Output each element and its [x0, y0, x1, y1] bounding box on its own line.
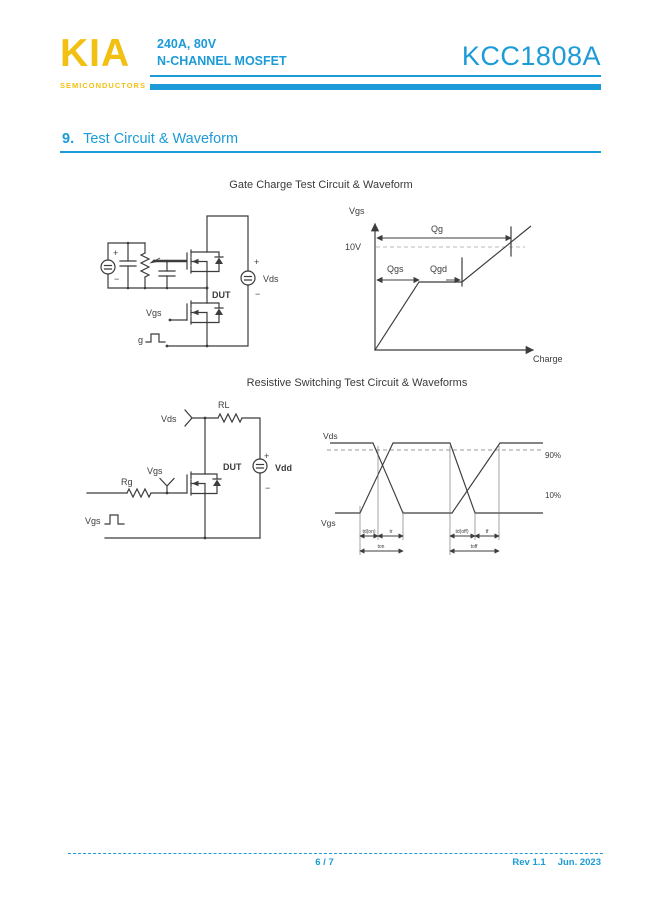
footer-dashed-line — [68, 853, 603, 854]
rl-label: RL — [218, 400, 230, 410]
bias-network — [108, 243, 207, 288]
gate-terminal-label: g — [138, 335, 144, 345]
vdd-label: Vdd — [275, 463, 292, 473]
header-rule-thick — [150, 84, 601, 90]
vds-label: Vds — [263, 274, 279, 284]
vds-minus-label: − — [255, 289, 261, 299]
timing-annotations — [360, 529, 499, 551]
y-axis-label: Vgs — [349, 206, 365, 216]
td-on-label: td(on) — [362, 529, 376, 535]
mosfet-arrow — [192, 481, 199, 487]
drain-branch — [161, 400, 260, 459]
junction-dots — [127, 242, 209, 348]
vds-probe-label: Vds — [161, 414, 177, 424]
vgs-probe-icon — [160, 479, 174, 494]
ten-percent-label: 10% — [545, 491, 562, 500]
dut-label: DUT — [223, 462, 242, 472]
toff-label: toff — [470, 544, 478, 550]
tr-label: tr — [389, 529, 393, 535]
rl-resistor — [218, 414, 242, 422]
source-plus-label: + — [113, 248, 119, 258]
dc-bias-source — [101, 248, 119, 284]
dut-label: DUT — [212, 290, 231, 300]
pulse-icon — [146, 334, 165, 342]
qgd-label: Qgd — [430, 264, 448, 274]
vgs-label: Vgs — [146, 308, 162, 318]
kia-logo-subtext: SEMICONDUCTORS — [60, 81, 146, 90]
vgs-trace-label: Vgs — [321, 518, 336, 528]
rg-label: Rg — [121, 477, 133, 487]
vds-supply — [167, 257, 279, 346]
ton-label: ton — [377, 544, 385, 550]
gate-branch — [87, 466, 187, 497]
footer-revision — [400, 857, 601, 868]
vds-trace — [330, 443, 543, 513]
vgs-charge-curve — [375, 226, 531, 350]
vgs-input-label: Vgs — [85, 516, 101, 526]
vgs-probe-label: Vgs — [147, 466, 163, 476]
junction-dots — [166, 417, 207, 540]
pulse-icon — [105, 515, 124, 524]
vgs-pulse-input — [85, 515, 124, 526]
kia-logo: KIA — [60, 32, 131, 75]
footer-page-number: 6 / 7 — [315, 857, 334, 868]
rg-resistor — [127, 489, 151, 497]
section-heading — [62, 131, 238, 147]
vdd-plus-label: + — [264, 451, 270, 461]
threshold-10v-label: 10V — [345, 242, 362, 252]
gate-charge-circuit-diagram — [88, 203, 318, 365]
vds-plus-label: + — [254, 257, 260, 267]
part-number: KCC1808A — [461, 41, 601, 71]
qg-label: Qg — [431, 224, 444, 234]
vdd-supply — [253, 451, 292, 538]
footer-rev-label: Rev 1.1 — [512, 857, 546, 868]
dut-mosfet-symbol — [187, 418, 242, 538]
footer-date-label: Jun. 2023 — [557, 857, 601, 868]
td-off-label: td(off) — [455, 529, 469, 535]
body-diode — [207, 303, 223, 323]
vds-trace-label: Vds — [323, 431, 338, 441]
gate-charge-figure-title: Gate Charge Test Circuit & Waveform — [229, 179, 413, 191]
gate-pulse-input — [138, 334, 165, 345]
vdd-minus-label: − — [265, 483, 271, 493]
vds-probe-icon — [185, 410, 192, 426]
switching-waveform-plot — [315, 418, 585, 568]
section-title: Test Circuit & Waveform — [83, 131, 239, 147]
switching-figure-title: Resistive Switching Test Circuit & Waveforms — [246, 377, 468, 389]
qgs-label: Qgs — [387, 264, 404, 274]
rating-line1: 240A, 80V — [157, 37, 217, 51]
body-diode — [207, 252, 223, 272]
device-rating — [157, 36, 287, 70]
vgs-trace — [335, 443, 543, 513]
tf-label: tf — [485, 529, 489, 535]
section-underline — [60, 151, 601, 153]
ninety-percent-label: 90% — [545, 451, 562, 460]
header-rule-thin — [150, 75, 601, 77]
section-number: 9. — [62, 131, 75, 147]
switching-circuit-diagram — [85, 393, 315, 548]
source-minus-label: − — [114, 274, 120, 284]
body-diode — [205, 474, 221, 494]
x-axis-label: Charge — [533, 354, 563, 364]
gate-charge-waveform-plot — [335, 200, 615, 370]
rating-line2: N-CHANNEL MOSFET — [157, 54, 287, 68]
mosfet-arrow — [192, 259, 199, 265]
mosfet-arrow — [192, 310, 199, 316]
